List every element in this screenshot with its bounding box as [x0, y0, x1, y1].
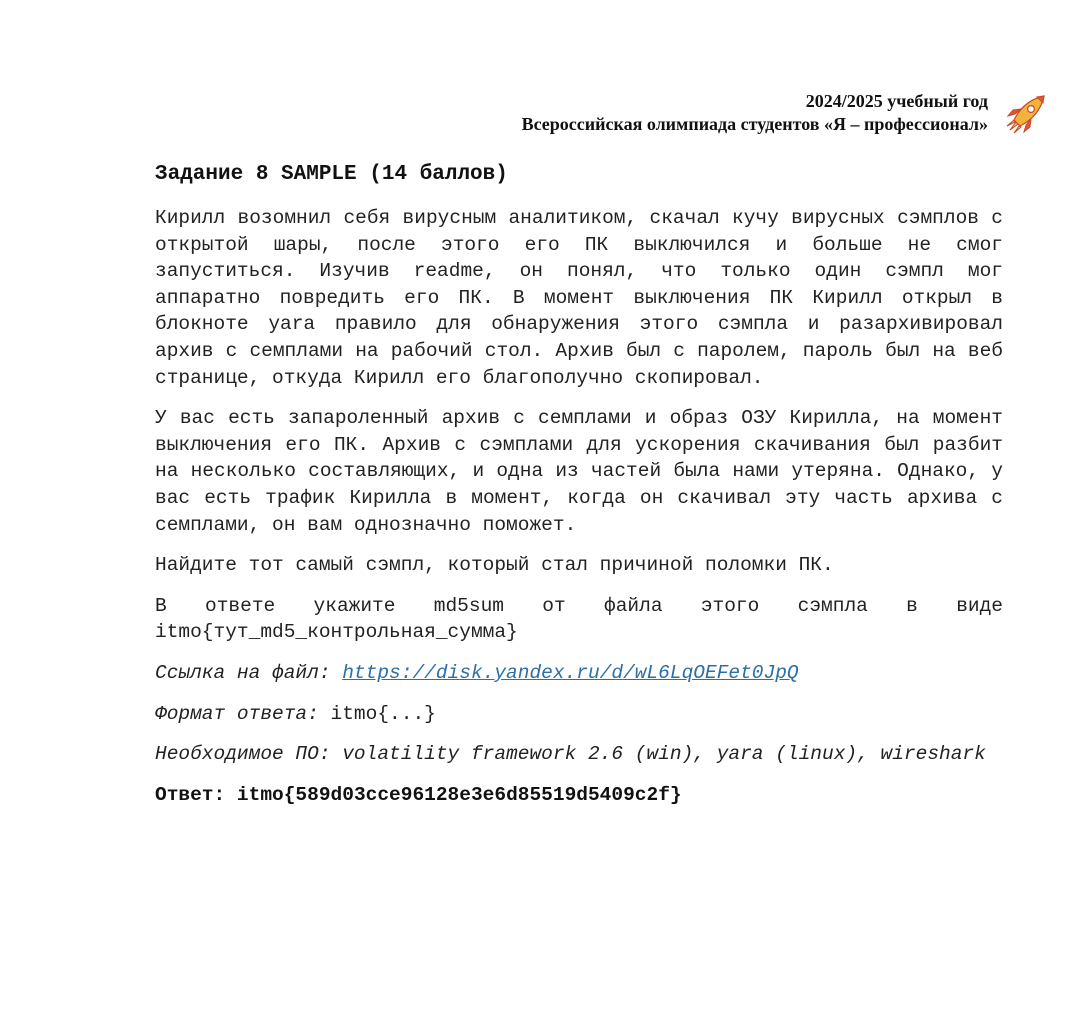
task-content: [155, 158, 1003, 822]
olympiad-name: Всероссийская олимпиада студентов «Я – профессионал»: [521, 114, 988, 134]
required-software: Необходимое ПО: volatility framework 2.6 (win), yara (linux), wireshark: [155, 743, 986, 766]
task-description-paragraph-1: Кирилл возомнил себя вирусным аналитиком, скачал кучу вирусных сэмплов с открытой шары, после этого его ПК выключился и больше не смог запуститься. Изучив readme, он понял, что только один сэмпл мог аппаратно повредить его ПК. В момент выключения ПК Кирилл открыл в блокноте yara правило для обнаружения этого сэмпла и разархивировал архив с семплами на рабочий стол. Архив был с паролем, пароль был на веб странице, откуда Кирилл его благополучно скопировал.: [155, 207, 1003, 389]
answer-value: itmo{589d03cce96128e3e6d85519d5409c2f}: [236, 783, 682, 806]
task-description-paragraph-2: У вас есть запароленный архив с семплами и образ ОЗУ Кирилла, на момент выключения его ПК. Архив с сэмплами для ускорения скачивания был разбит на несколько составляющих, и одна из частей была нами утеряна. Однако, у вас есть трафик Кирилла в момент, когда он скачивал эту часть архива с семплами, он вам однозначно поможет.: [155, 407, 1003, 536]
answer-format-value: itmo{...}: [330, 702, 436, 725]
file-link-line: [155, 660, 1003, 687]
answer-label: Ответ:: [155, 783, 226, 806]
academic-year: 2024/2025 учебный год: [805, 91, 988, 111]
answer-line: [155, 782, 1003, 809]
answer-format-line: [155, 701, 1003, 728]
document-header: [522, 90, 988, 136]
task-description-paragraph-3: Найдите тот самый сэмпл, который стал причиной поломки ПК.: [155, 554, 834, 577]
task-title: Задание 8 SAMPLE (14 баллов): [155, 163, 508, 186]
file-link-label: Ссылка на файл:: [155, 661, 331, 684]
file-download-link[interactable]: https://disk.yandex.ru/d/wL6LqOEFet0JpQ: [342, 661, 799, 684]
rocket-icon: [1004, 92, 1048, 136]
task-description-paragraph-4: В ответе укажите md5sum от файла этого сэмпла в виде itmo{тут_md5_контрольная_сумма}: [155, 594, 1003, 644]
answer-format-label: Формат ответа:: [155, 702, 319, 725]
